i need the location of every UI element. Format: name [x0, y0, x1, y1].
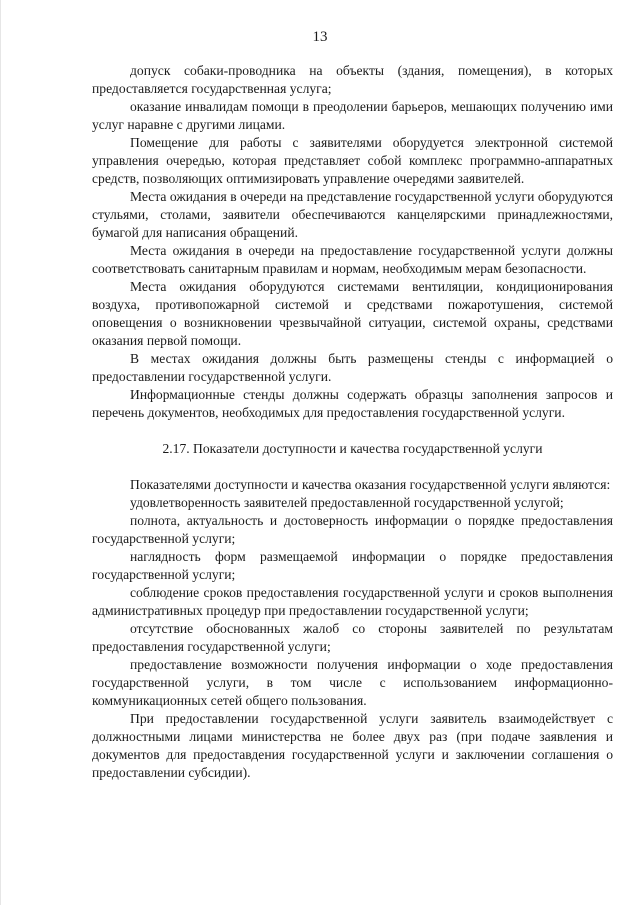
- paragraph-deadlines: соблюдение сроков предоставления государственной услуги и сроков выполнения административных процедур при предоставлении государственной услуги;: [92, 585, 613, 618]
- paragraph-information-completeness: полнота, актуальность и достоверность информации о порядке предоставления государственной услуги;: [92, 513, 613, 546]
- paragraph-visual-forms: наглядность форм размещаемой информации о порядке предоставления государственной услуги;: [92, 549, 613, 582]
- paragraph-guide-dog: допуск собаки-проводника на объекты (здания, помещения), в которых предоставляется государственная услуга;: [92, 63, 613, 96]
- paragraph-indicators-intro: Показателями доступности и качества оказания государственной услуги являются:: [130, 477, 611, 492]
- paragraph-stand-contents: Информационные стенды должны содержать образцы заполнения запросов и перечень документов, необходимых для предоставления государственной услуги.: [92, 387, 613, 420]
- paragraph-no-complaints: отсутствие обоснованных жалоб со стороны заявителей по результатам предоставления государственной услуги;: [92, 621, 613, 654]
- paragraph-satisfaction: удовлетворенность заявителей предоставленной государственной услугой;: [130, 495, 564, 510]
- paragraph-info-stands: В местах ожидания должны быть размещены стенды с информацией о предоставлении государственной услуги.: [92, 351, 613, 384]
- section-heading: 2.17. Показатели доступности и качества государственной услуги: [162, 441, 543, 456]
- document-body: [92, 62, 613, 782]
- paragraph-ventilation-safety: Места ожидания оборудуются системами вентиляции, кондиционирования воздуха, противопожарной системой и средствами пожаротушения, системой оповещения о возникновении чрезвычайной ситуации, системой охраны, средствами оказания первой помощи.: [92, 279, 613, 348]
- paragraph-interaction-count: При предоставлении государственной услуги заявитель взаимодействует с должностными лицами министерства не более двух раз (при подаче заявления и документов для предоставдения государственной услуги и заключении соглашения о предоставлении субсидии).: [92, 711, 613, 780]
- scan-edge: [0, 0, 1, 905]
- paragraph-waiting-furniture: Места ожидания в очереди на представление государственной услуги оборудуются стульями, столами, заявители обеспечиваются канцелярскими принадлежностями, бумагой для написания обращений.: [92, 189, 613, 240]
- page-number: 13: [312, 29, 328, 45]
- paragraph-progress-information: предоставление возможности получения информации о ходе предоставления государственной услуги, в том числе с использованием информационно-коммуникационных сетей общего пользования.: [92, 657, 613, 708]
- paragraph-queue-system: Помещение для работы с заявителями оборудуется электронной системой управления очередью, которая представляет собой комплекс программно-аппаратных средств, позволяющих оптимизировать управление очередями заявителей.: [92, 135, 613, 186]
- paragraph-sanitary-rules: Места ожидания в очереди на предоставление государственной услуги должны соответствовать санитарным правилам и нормам, необходимым мерам безопасности.: [92, 243, 613, 276]
- paragraph-disabled-assistance: оказание инвалидам помощи в преодолении барьеров, мешающих получению ими услуг наравне с другими лицами.: [92, 99, 613, 132]
